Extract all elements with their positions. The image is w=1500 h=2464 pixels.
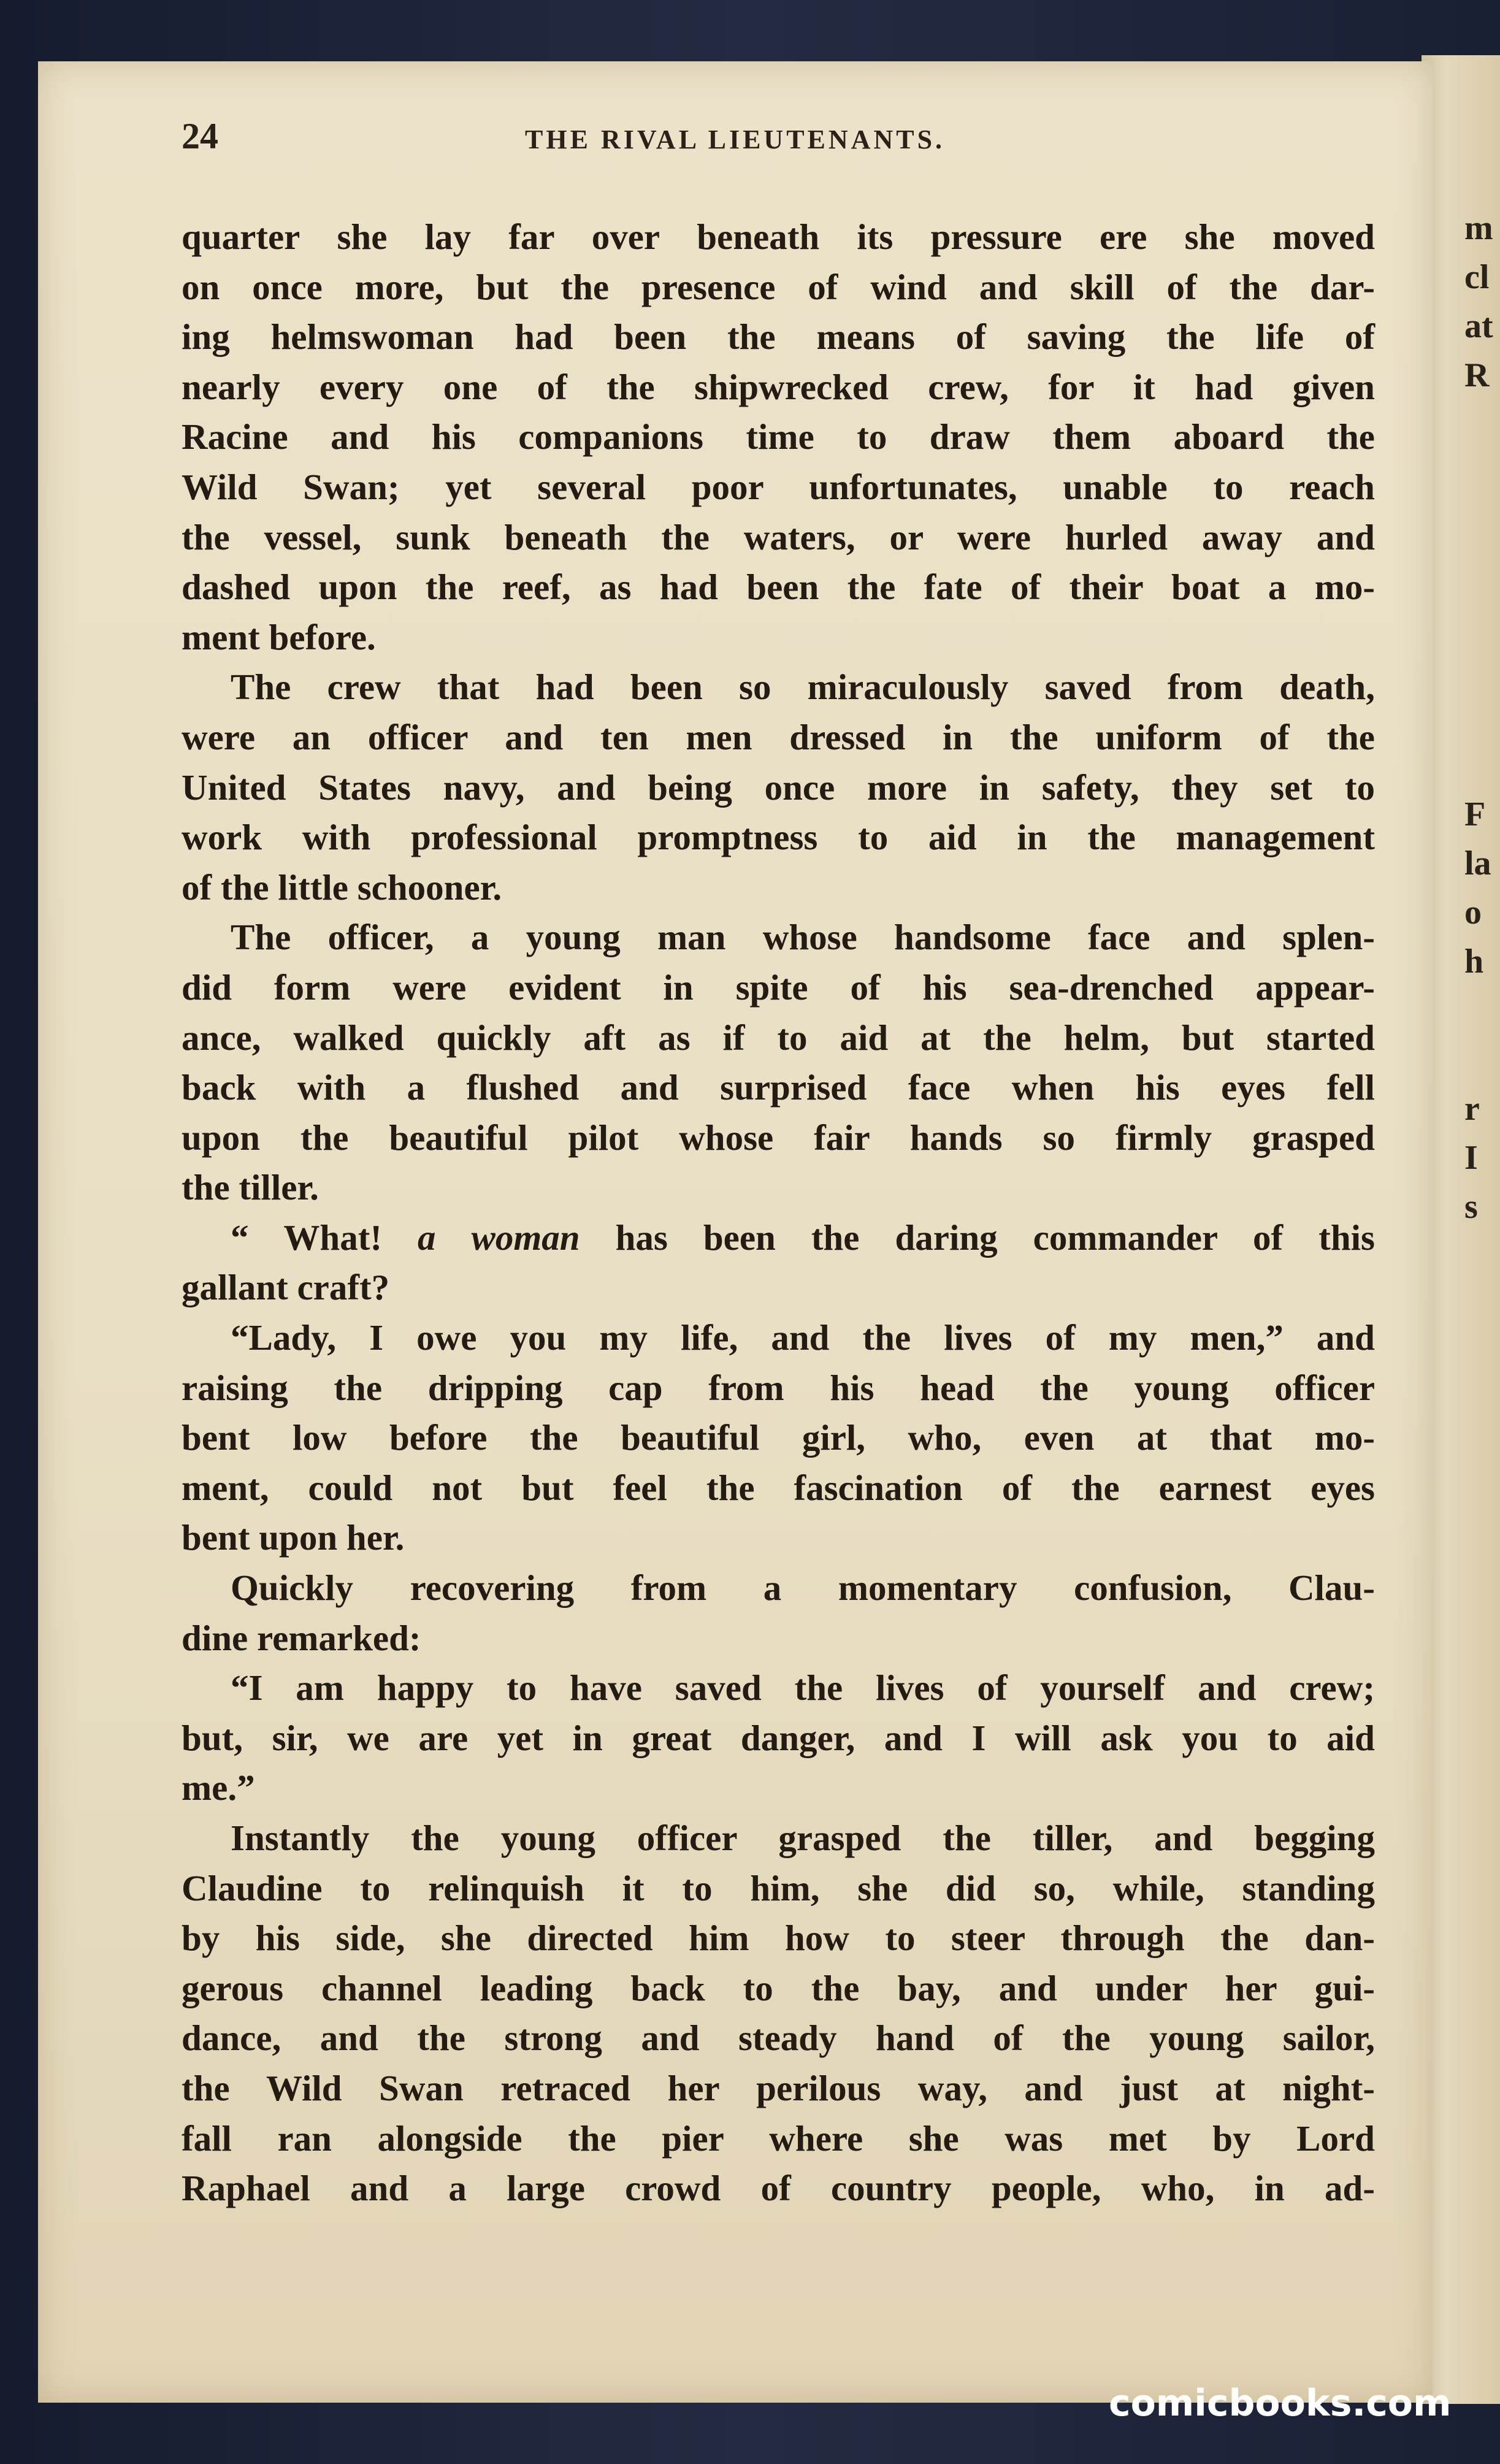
text-line-what <box>182 1213 1375 1263</box>
text-line: on once more, but the presence of wind and skill of the dar- <box>182 266 1375 307</box>
text-line: dashed upon the reef, as had been the fate of their boat a mo- <box>182 567 1375 608</box>
next-page-fragment: cl <box>1464 258 1490 296</box>
text-line: Claudine to relinquish it to him, she did so, while, standing <box>182 1867 1375 1908</box>
text-line: were an officer and ten men dressed in the uniform of the <box>182 716 1375 757</box>
next-page-fragment: m <box>1464 209 1493 247</box>
text-line: “I am happy to have saved the lives of yourself and crew; <box>231 1667 1375 1708</box>
text-line: by his side, she directed him how to steer through the dan- <box>182 1918 1375 1959</box>
next-page-fragment: s <box>1464 1188 1478 1226</box>
text-line: upon the beautiful pilot whose fair hands so firmly grasped <box>182 1117 1375 1158</box>
body-text <box>182 212 1375 2214</box>
text-line: Instantly the young officer grasped the tiller, and begging <box>231 1818 1375 1858</box>
text-line: ment before. <box>182 616 376 657</box>
text-line: work with professional promptness to aid in the management <box>182 817 1375 858</box>
next-page-fragment: F <box>1464 795 1486 833</box>
next-page-edge <box>1422 55 1500 2404</box>
text-line: The crew that had been so miraculously saved from death, <box>231 667 1375 708</box>
next-page-fragment: at <box>1464 307 1493 345</box>
emphasis-text: a woman <box>418 1217 580 1258</box>
text-fragment: “ What! <box>231 1217 418 1258</box>
text-line: raising the dripping cap from his head the young officer <box>182 1367 1375 1408</box>
text-line: The officer, a young man whose handsome face and splen- <box>231 917 1375 958</box>
text-line: the vessel, sunk beneath the waters, or were hurled away and <box>182 516 1375 557</box>
text-line: bent upon her. <box>182 1517 405 1558</box>
text-line: dance, and the strong and steady hand of the young sailor, <box>182 2018 1375 2059</box>
text-line: ment, could not but feel the fascination of the earnest eyes <box>182 1467 1375 1508</box>
text-line: Quickly recovering from a momentary confusion, Clau- <box>231 1567 1375 1609</box>
watermark: comicbooks.com <box>1109 2382 1452 2425</box>
text-line: dine remarked: <box>182 1617 421 1658</box>
text-line: the Wild Swan retraced her perilous way, and just at night- <box>182 2067 1375 2108</box>
text-line: Racine and his companions time to draw them aboard the <box>182 416 1375 457</box>
next-page-fragment: o <box>1464 893 1482 932</box>
text-line: Wild Swan; yet several poor unfortunates, unable to reach <box>182 466 1375 507</box>
text-line: the tiller. <box>182 1167 319 1208</box>
running-title: THE RIVAL LIEUTENANTS. <box>525 124 946 155</box>
text-line: “Lady, I owe you my life, and the lives of my men,” and <box>231 1317 1375 1358</box>
text-line: of the little schooner. <box>182 867 502 908</box>
text-line: bent low before the beautiful girl, who, even at that mo- <box>182 1417 1375 1458</box>
text-line: fall ran alongside the pier where she was met by Lord <box>182 2118 1375 2159</box>
next-page-fragment: h <box>1464 943 1484 981</box>
text-line: ance, walked quickly aft as if to aid at the helm, but started <box>182 1017 1375 1058</box>
next-page-fragment: R <box>1464 356 1490 394</box>
text-line: United States navy, and being once more in safety, they set to <box>182 767 1375 808</box>
next-page-fragment: I <box>1464 1139 1478 1177</box>
text-line: did form were evident in spite of his sea-drenched appear- <box>182 966 1375 1008</box>
text-line: but, sir, we are yet in great danger, and I will ask you to aid <box>182 1717 1375 1758</box>
text-line: quarter she lay far over beneath its pressure ere she moved <box>182 216 1375 257</box>
text-line: gerous channel leading back to the bay, and under her gui- <box>182 1967 1375 2008</box>
next-page-fragment: la <box>1464 844 1491 882</box>
text-line: nearly every one of the shipwrecked crew, for it had given <box>182 366 1375 407</box>
page-number: 24 <box>182 116 218 156</box>
text-line: back with a flushed and surprised face when his eyes fell <box>182 1067 1375 1108</box>
next-page-fragment: r <box>1464 1090 1480 1128</box>
text-line: me.” <box>182 1767 255 1808</box>
page-header <box>182 115 1376 158</box>
text-line: gallant craft? <box>182 1267 390 1308</box>
text-fragment: has been the daring commander of this <box>580 1217 1375 1258</box>
text-line: Raphael and a large crowd of country people, who, in ad- <box>182 2168 1375 2209</box>
text-line: ing helmswoman had been the means of saving the life of <box>182 316 1375 358</box>
